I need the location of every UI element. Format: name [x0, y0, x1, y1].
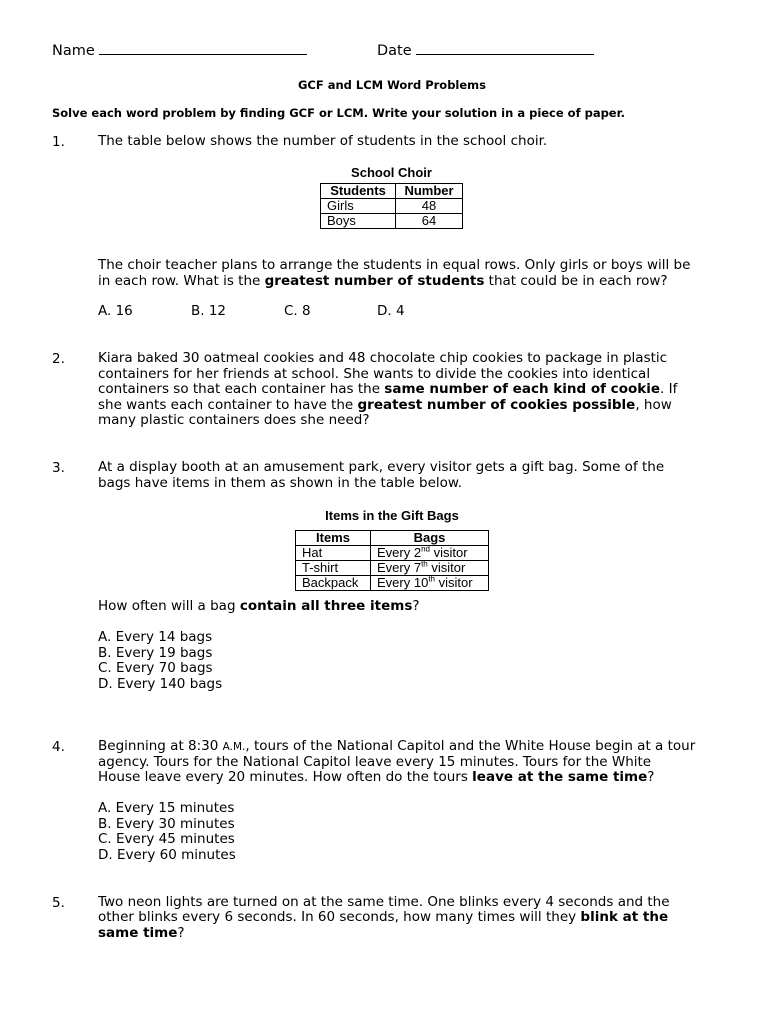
choice-c[interactable]: C. 8 — [284, 303, 311, 319]
table-row — [296, 546, 489, 561]
choice-d[interactable]: D. 4 — [377, 303, 405, 319]
choice-d[interactable]: D. Every 140 bags — [98, 676, 223, 692]
choice-c[interactable]: C. Every 70 bags — [98, 660, 213, 676]
table-row — [321, 199, 463, 214]
table-cell: Every 7th visitor — [371, 561, 489, 576]
table-cell: 64 — [396, 214, 463, 229]
name-blank[interactable] — [99, 43, 307, 55]
page-title: GCF and LCM Word Problems — [297, 78, 487, 92]
date-blank[interactable] — [416, 43, 594, 55]
question-1-intro: The table below shows the number of students in the school choir. — [98, 133, 548, 149]
question-2-number: 2. — [52, 351, 65, 367]
gift-bags-table — [295, 530, 489, 591]
question-5-number: 5. — [52, 895, 65, 911]
question-2-text-line: containers so that each container has the same number of each kind of cookie. If — [98, 381, 678, 397]
question-5-text-line: Two neon lights are turned on at the same time. One blinks every 4 seconds and the — [98, 894, 670, 910]
table-header: Students — [321, 184, 396, 199]
choice-a[interactable]: A. 16 — [98, 303, 133, 319]
table-cell: Boys — [321, 214, 396, 229]
question-5-text-line: other blinks every 6 seconds. In 60 seconds, how many times will they blink at the — [98, 909, 669, 925]
date-label: Date — [377, 43, 412, 59]
question-1-text-line: The choir teacher plans to arrange the students in equal rows. Only girls or boys will be — [98, 257, 691, 273]
choice-b[interactable]: B. Every 19 bags — [98, 645, 213, 661]
question-2-text-line: Kiara baked 30 oatmeal cookies and 48 chocolate chip cookies to package in plastic — [98, 350, 668, 366]
question-4-text-line: House leave every 20 minutes. How often do the tours leave at the same time? — [98, 769, 655, 785]
gift-bags-caption: Items in the Gift Bags — [325, 508, 459, 523]
question-5-text-line: same time? — [98, 925, 185, 941]
question-2-text-line: containers for her friends at school. She wants to divide the cookies into identical — [98, 366, 651, 382]
table-header: Bags — [371, 531, 489, 546]
table-cell: 48 — [396, 199, 463, 214]
choice-d[interactable]: D. Every 60 minutes — [98, 847, 236, 863]
table-cell: Girls — [321, 199, 396, 214]
table-row — [296, 561, 489, 576]
table-cell: Every 2nd visitor — [371, 546, 489, 561]
school-choir-caption: School Choir — [351, 165, 432, 180]
date-field[interactable] — [377, 43, 594, 59]
instructions: Solve each word problem by finding GCF or LCM. Write your solution in a piece of paper. — [52, 106, 626, 120]
question-1-text-line: in each row. What is the greatest number of students that could be in each row? — [98, 273, 668, 289]
choice-c[interactable]: C. Every 45 minutes — [98, 831, 235, 847]
table-cell: Every 10th visitor — [371, 576, 489, 591]
choice-a[interactable]: A. Every 15 minutes — [98, 800, 235, 816]
table-row — [296, 576, 489, 591]
question-2-text-line: she wants each container to have the greatest number of cookies possible, how — [98, 397, 672, 413]
name-label: Name — [52, 43, 95, 59]
question-4-text-line: agency. Tours for the National Capitol leave every 15 minutes. Tours for the White — [98, 754, 652, 770]
question-1-number: 1. — [52, 134, 65, 150]
table-cell: T-shirt — [296, 561, 371, 576]
question-3-question: How often will a bag contain all three items? — [98, 598, 420, 614]
table-header: Items — [296, 531, 371, 546]
school-choir-table — [320, 183, 463, 229]
question-3-text-line: At a display booth at an amusement park, every visitor gets a gift bag. Some of the — [98, 459, 665, 475]
choice-a[interactable]: A. Every 14 bags — [98, 629, 213, 645]
question-3-number: 3. — [52, 460, 65, 476]
table-cell: Hat — [296, 546, 371, 561]
choice-b[interactable]: B. Every 30 minutes — [98, 816, 235, 832]
table-row — [321, 214, 463, 229]
table-header: Number — [396, 184, 463, 199]
question-3-text-line: bags have items in them as shown in the table below. — [98, 475, 463, 491]
question-4-number: 4. — [52, 739, 65, 755]
question-4-text-line: Beginning at 8:30 A.M., tours of the National Capitol and the White House begin at a tour — [98, 738, 696, 754]
table-cell: Backpack — [296, 576, 371, 591]
question-2-text-line: many plastic containers does she need? — [98, 412, 370, 428]
name-field[interactable] — [52, 43, 307, 59]
choice-b[interactable]: B. 12 — [191, 303, 227, 319]
